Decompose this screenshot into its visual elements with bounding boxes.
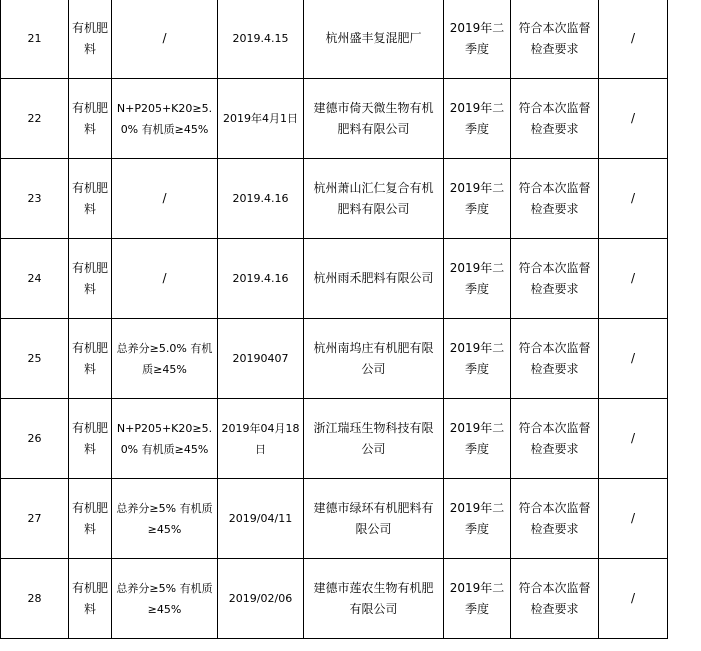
cell-category: 有机肥料 bbox=[69, 79, 112, 159]
cell-enterprise: 建德市绿环有机肥料有限公司 bbox=[304, 479, 444, 559]
cell-standard: / bbox=[112, 0, 218, 79]
cell-note: / bbox=[599, 239, 668, 319]
cell-date: 2019.4.16 bbox=[218, 159, 304, 239]
cell-quarter: 2019年二季度 bbox=[444, 79, 511, 159]
cell-result: 符合本次监督检查要求 bbox=[511, 239, 599, 319]
cell-result: 符合本次监督检查要求 bbox=[511, 79, 599, 159]
cell-category: 有机肥料 bbox=[69, 239, 112, 319]
cell-category: 有机肥料 bbox=[69, 399, 112, 479]
cell-note: / bbox=[599, 79, 668, 159]
cell-enterprise: 建德市倚天微生物有机肥料有限公司 bbox=[304, 79, 444, 159]
cell-quarter: 2019年二季度 bbox=[444, 479, 511, 559]
cell-no: 25 bbox=[1, 319, 69, 399]
cell-date: 2019.4.15 bbox=[218, 0, 304, 79]
cell-date: 2019/02/06 bbox=[218, 559, 304, 639]
cell-quarter: 2019年二季度 bbox=[444, 559, 511, 639]
cell-note: / bbox=[599, 159, 668, 239]
cell-enterprise: 杭州盛丰复混肥厂 bbox=[304, 0, 444, 79]
cell-category: 有机肥料 bbox=[69, 319, 112, 399]
cell-quarter: 2019年二季度 bbox=[444, 0, 511, 79]
table-row bbox=[1, 319, 668, 399]
cell-no: 28 bbox=[1, 559, 69, 639]
table-row bbox=[1, 399, 668, 479]
cell-quarter: 2019年二季度 bbox=[444, 239, 511, 319]
cell-result: 符合本次监督检查要求 bbox=[511, 319, 599, 399]
cell-standard: N+P205+K20≥5.0% 有机质≥45% bbox=[112, 79, 218, 159]
cell-enterprise: 杭州雨禾肥料有限公司 bbox=[304, 239, 444, 319]
cell-quarter: 2019年二季度 bbox=[444, 159, 511, 239]
cell-category: 有机肥料 bbox=[69, 479, 112, 559]
cell-note: / bbox=[599, 559, 668, 639]
cell-date: 2019年04月18日 bbox=[218, 399, 304, 479]
cell-no: 21 bbox=[1, 0, 69, 79]
table-row bbox=[1, 79, 668, 159]
table-row bbox=[1, 239, 668, 319]
cell-standard: 总养分≥5% 有机质≥45% bbox=[112, 479, 218, 559]
cell-no: 24 bbox=[1, 239, 69, 319]
cell-category: 有机肥料 bbox=[69, 159, 112, 239]
cell-result: 符合本次监督检查要求 bbox=[511, 399, 599, 479]
cell-standard: 总养分≥5% 有机质≥45% bbox=[112, 559, 218, 639]
cell-date: 2019年4月1日 bbox=[218, 79, 304, 159]
table-row bbox=[1, 159, 668, 239]
cell-standard: N+P205+K20≥5.0% 有机质≥45% bbox=[112, 399, 218, 479]
table-body bbox=[1, 0, 668, 639]
cell-note: / bbox=[599, 0, 668, 79]
cell-quarter: 2019年二季度 bbox=[444, 399, 511, 479]
cell-result: 符合本次监督检查要求 bbox=[511, 559, 599, 639]
cell-no: 26 bbox=[1, 399, 69, 479]
cell-category: 有机肥料 bbox=[69, 0, 112, 79]
cell-date: 20190407 bbox=[218, 319, 304, 399]
table-row bbox=[1, 479, 668, 559]
cell-no: 22 bbox=[1, 79, 69, 159]
cell-note: / bbox=[599, 399, 668, 479]
cell-quarter: 2019年二季度 bbox=[444, 319, 511, 399]
cell-standard: 总养分≥5.0% 有机质≥45% bbox=[112, 319, 218, 399]
cell-note: / bbox=[599, 319, 668, 399]
cell-enterprise: 杭州萧山汇仁复合有机肥料有限公司 bbox=[304, 159, 444, 239]
cell-no: 23 bbox=[1, 159, 69, 239]
table-row bbox=[1, 0, 668, 79]
cell-standard: / bbox=[112, 159, 218, 239]
cell-no: 27 bbox=[1, 479, 69, 559]
cell-category: 有机肥料 bbox=[69, 559, 112, 639]
table-row bbox=[1, 559, 668, 639]
cell-enterprise: 杭州南坞庄有机肥有限公司 bbox=[304, 319, 444, 399]
cell-date: 2019.4.16 bbox=[218, 239, 304, 319]
cell-note: / bbox=[599, 479, 668, 559]
cell-standard: / bbox=[112, 239, 218, 319]
cell-enterprise: 建德市莲农生物有机肥有限公司 bbox=[304, 559, 444, 639]
cell-result: 符合本次监督检查要求 bbox=[511, 159, 599, 239]
cell-result: 符合本次监督检查要求 bbox=[511, 479, 599, 559]
cell-result: 符合本次监督检查要求 bbox=[511, 0, 599, 79]
cell-date: 2019/04/11 bbox=[218, 479, 304, 559]
cell-enterprise: 浙江瑞珏生物科技有限公司 bbox=[304, 399, 444, 479]
